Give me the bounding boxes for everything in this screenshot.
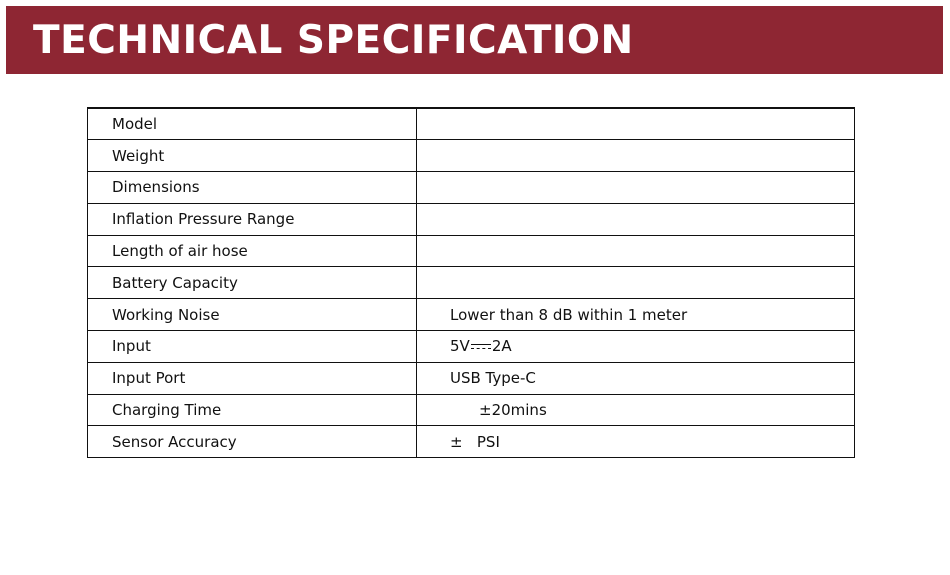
table-row xyxy=(88,108,855,140)
table-row xyxy=(88,172,855,204)
spec-value: ± PSI xyxy=(417,426,855,458)
spec-label: Working Noise xyxy=(88,299,417,331)
spec-value xyxy=(417,140,855,172)
table-row xyxy=(88,299,855,331)
spec-label: Input Port xyxy=(88,362,417,394)
spec-label: Dimensions xyxy=(88,172,417,204)
table-row xyxy=(88,362,855,394)
dc-symbol-icon xyxy=(471,342,491,352)
spec-label: Charging Time xyxy=(88,394,417,426)
spec-value xyxy=(417,331,855,363)
spec-label: Weight xyxy=(88,140,417,172)
spec-label: Inflation Pressure Range xyxy=(88,203,417,235)
table-row xyxy=(88,235,855,267)
spec-label: Input xyxy=(88,331,417,363)
spec-label: Sensor Accuracy xyxy=(88,426,417,458)
spec-label: Length of air hose xyxy=(88,235,417,267)
spec-label: Battery Capacity xyxy=(88,267,417,299)
table-row xyxy=(88,426,855,458)
spec-value: USB Type-C xyxy=(417,362,855,394)
table-row xyxy=(88,331,855,363)
spec-label: Model xyxy=(88,108,417,140)
header-banner xyxy=(6,6,943,74)
spec-value xyxy=(417,235,855,267)
spec-value: Lower than 8 dB within 1 meter xyxy=(417,299,855,331)
spec-value xyxy=(417,108,855,140)
table-row xyxy=(88,394,855,426)
spec-value xyxy=(417,203,855,235)
table-row xyxy=(88,203,855,235)
table-row xyxy=(88,140,855,172)
input-current: 2A xyxy=(491,337,512,356)
spec-value: ±20mins xyxy=(417,394,855,426)
spec-table xyxy=(87,107,855,458)
spec-value xyxy=(417,172,855,204)
spec-value xyxy=(417,267,855,299)
input-voltage: 5V xyxy=(450,337,470,356)
table-row xyxy=(88,267,855,299)
page-title: TECHNICAL SPECIFICATION xyxy=(33,18,634,63)
